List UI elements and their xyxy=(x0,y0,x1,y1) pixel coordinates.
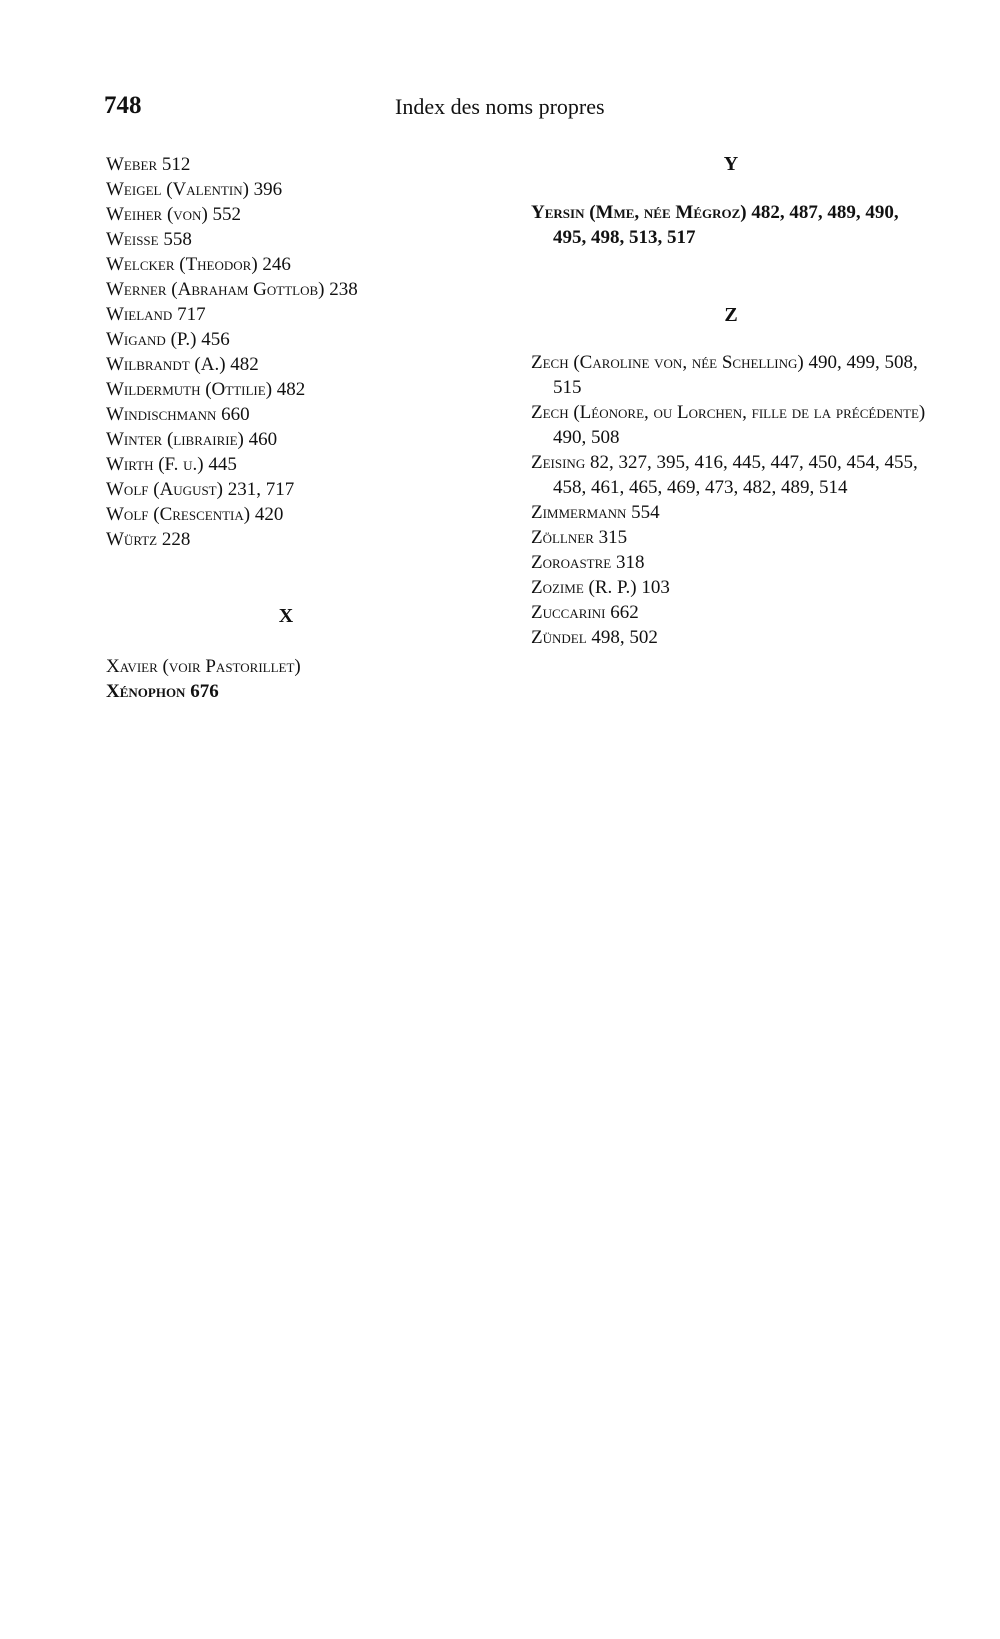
left-column xyxy=(106,152,466,704)
index-entry: Weiher (von) 552 xyxy=(106,204,242,225)
index-entry: Yersin (Mme, née Mégroz) 482, 487, 489, 490, 495, 498, 513, 517 xyxy=(531,202,899,248)
index-entry: Zuccarini 662 xyxy=(531,602,639,623)
index-entry: Wigand (P.) 456 xyxy=(106,329,230,350)
right-column xyxy=(531,152,931,650)
index-entry: Windischmann 660 xyxy=(106,404,250,425)
page-header xyxy=(104,92,624,132)
index-entry: Zündel 498, 502 xyxy=(531,627,658,648)
index-entry: Zech (Caroline von, née Schelling) 490, 499, 508, 515 xyxy=(531,352,918,398)
index-entry: Xénophon 676 xyxy=(106,681,219,702)
section-letter-y: Y xyxy=(723,153,739,175)
index-entry: Werner (Abraham Gottlob) 238 xyxy=(106,279,358,300)
index-entry: Weigel (Valentin) 396 xyxy=(106,179,283,200)
section-letter-z: Z xyxy=(724,304,738,326)
index-entry: Weisse 558 xyxy=(106,229,192,250)
index-entry: Wolf (Crescentia) 420 xyxy=(106,504,284,525)
index-entry: Zech (Léonore, ou Lorchen, fille de la précédente) 490, 508 xyxy=(531,402,926,448)
index-entry: Weber 512 xyxy=(106,154,191,175)
index-entry: Wildermuth (Ottilie) 482 xyxy=(106,379,306,400)
index-entry: Zoroastre 318 xyxy=(531,552,645,573)
index-entry: Wolf (August) 231, 717 xyxy=(106,479,295,500)
index-entry: Zöllner 315 xyxy=(531,527,628,548)
index-entry: Wieland 717 xyxy=(106,304,206,325)
index-entry: Wirth (F. u.) 445 xyxy=(106,454,237,475)
index-entry: Xavier (voir Pastorillet) xyxy=(106,656,301,677)
index-entry: Winter (librairie) 460 xyxy=(106,429,278,450)
index-entry: Zeising 82, 327, 395, 416, 445, 447, 450, 454, 455, 458, 461, 465, 469, 473, 482, 489, 514 xyxy=(531,452,918,498)
index-entry: Wilbrandt (A.) 482 xyxy=(106,354,259,375)
index-entry: Würtz 228 xyxy=(106,529,191,550)
index-entry: Zozime (R. P.) 103 xyxy=(531,577,670,598)
page-number: 748 xyxy=(104,92,142,119)
section-letter-x: X xyxy=(278,605,294,627)
running-title: Index des noms propres xyxy=(395,94,605,119)
index-entry: Zimmermann 554 xyxy=(531,502,660,523)
index-entry: Welcker (Theodor) 246 xyxy=(106,254,291,275)
